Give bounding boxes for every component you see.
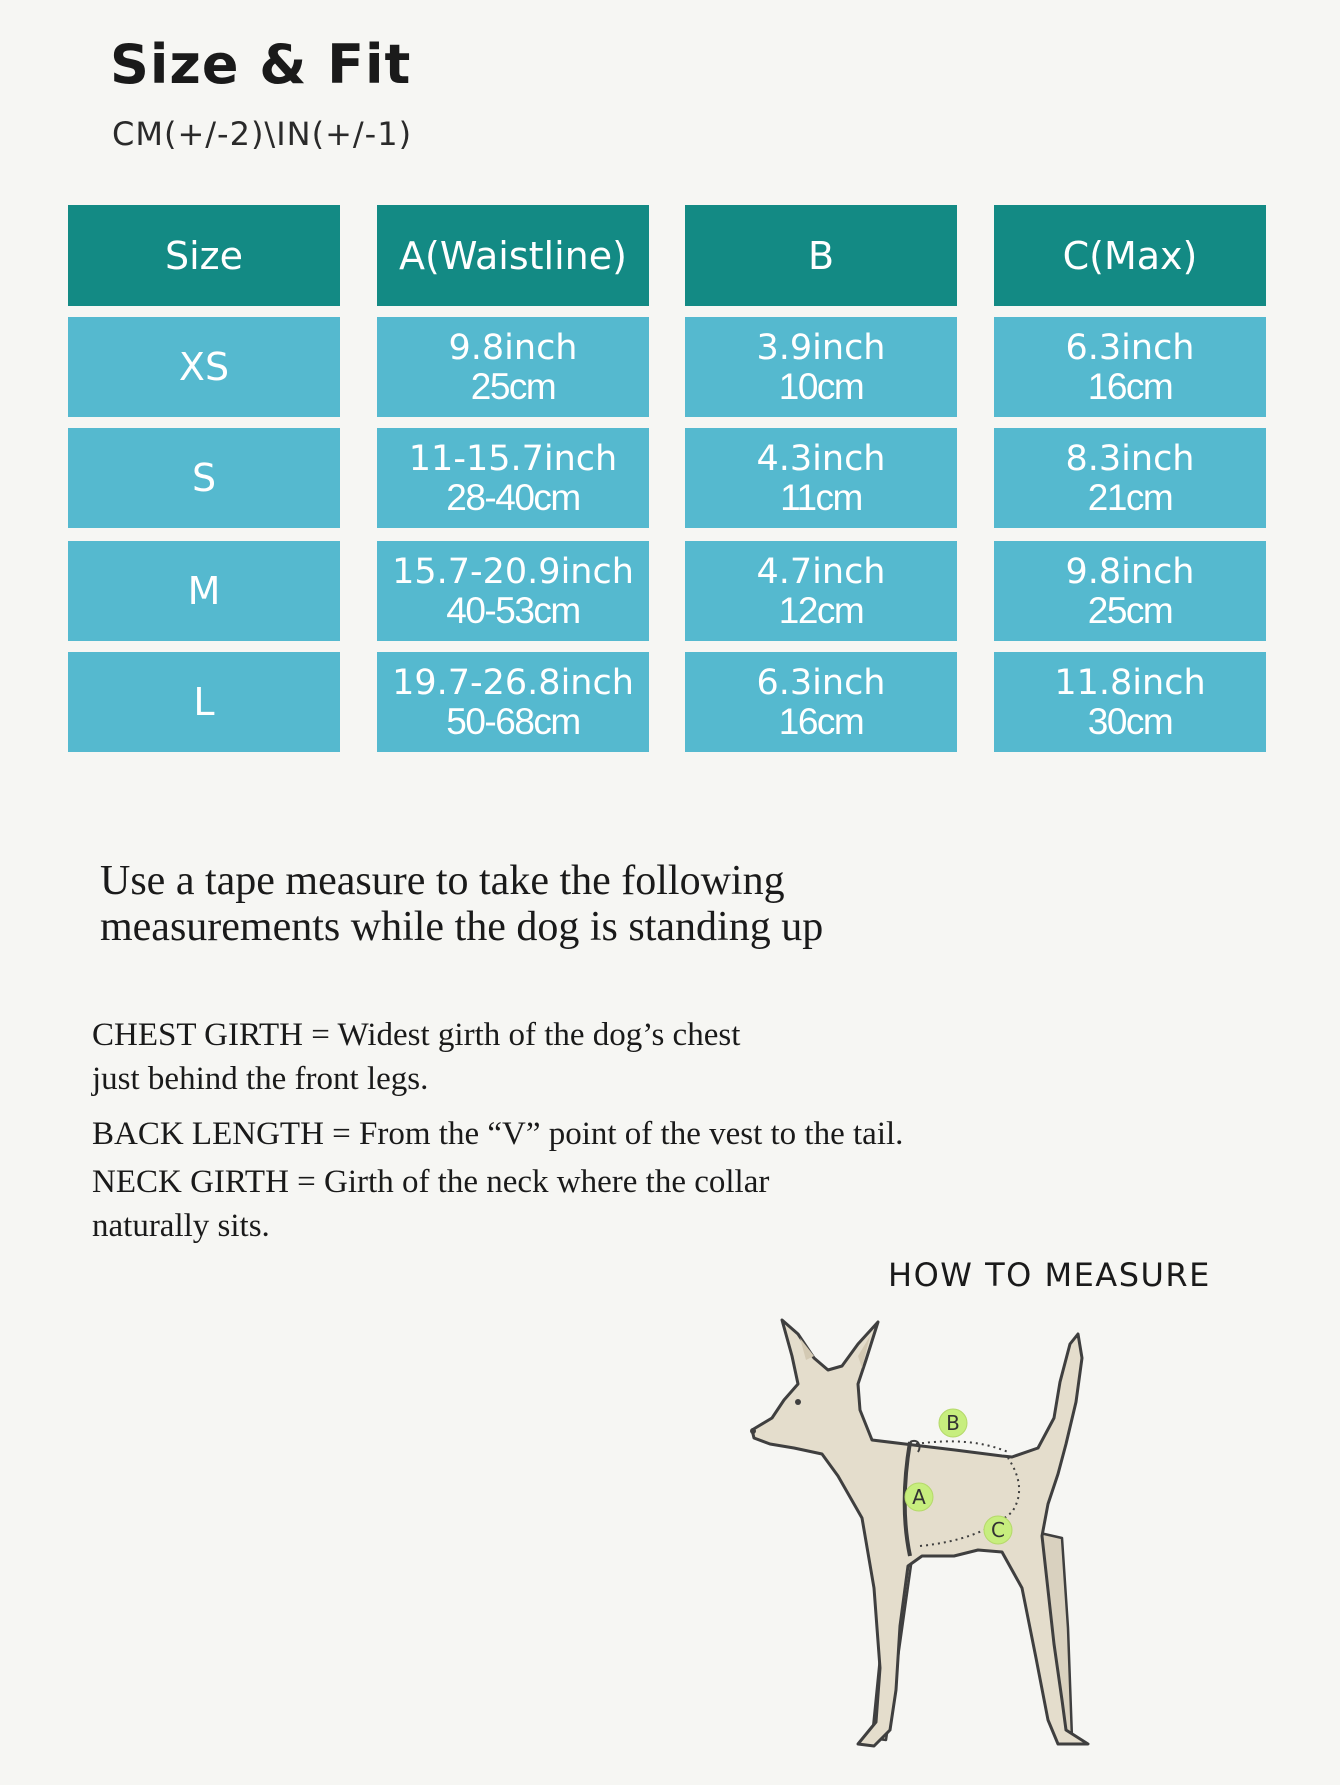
cell-cm: 40-53cm [446, 590, 580, 631]
cell-cm: 10cm [778, 366, 864, 407]
cell-inch: 6.3inch [756, 663, 886, 703]
table-row-size: M [68, 541, 340, 641]
measuring-instructions [100, 858, 823, 950]
table-cell-b [685, 428, 957, 528]
cell-cm: 25cm [1087, 590, 1173, 631]
dog-measure-diagram [740, 1298, 1210, 1768]
table-cell-c [994, 541, 1266, 641]
cell-cm: 28-40cm [446, 477, 580, 518]
cell-inch: 15.7-20.9inch [392, 552, 634, 592]
cell-inch: 11.8inch [1054, 663, 1206, 703]
how-to-measure-heading: HOW TO MEASURE [888, 1256, 1211, 1294]
table-row-size: L [68, 652, 340, 752]
table-cell-b [685, 317, 957, 417]
back-length-definition: BACK LENGTH = From the “V” point of the vest to the tail. [92, 1116, 904, 1152]
page-title: Size & Fit [110, 33, 412, 96]
cell-inch: 9.8inch [448, 328, 578, 368]
table-row-size: S [68, 428, 340, 528]
neck-girth-definition [92, 1160, 769, 1248]
chest-girth-definition [92, 1013, 740, 1101]
instructions-line-1: Use a tape measure to take the following [100, 858, 785, 904]
table-cell-b [685, 652, 957, 752]
cell-inch: 4.3inch [756, 439, 886, 479]
marker-b-label: B [946, 1411, 960, 1435]
tolerance-subtitle: CM(+/-2)\IN(+/-1) [112, 115, 413, 153]
table-cell-b [685, 541, 957, 641]
cell-cm: 11cm [780, 477, 862, 518]
table-cell-a [377, 428, 649, 528]
header-b: B [685, 205, 957, 306]
table-cell-a [377, 652, 649, 752]
table-cell-c [994, 428, 1266, 528]
header-size: Size [68, 205, 340, 306]
dog-illustration [750, 1320, 1088, 1746]
cell-cm: 16cm [778, 701, 864, 742]
cell-cm: 25cm [470, 366, 556, 407]
marker-c [984, 1516, 1012, 1544]
cell-cm: 12cm [778, 590, 864, 631]
cell-inch: 11-15.7inch [408, 439, 618, 479]
chest-girth-line-2: just behind the front legs. [92, 1061, 429, 1097]
table-cell-c [994, 317, 1266, 417]
cell-inch: 6.3inch [1065, 328, 1195, 368]
cell-inch: 8.3inch [1065, 439, 1195, 479]
cell-cm: 50-68cm [446, 701, 580, 742]
table-cell-c [994, 652, 1266, 752]
cell-cm: 16cm [1087, 366, 1173, 407]
cell-inch: 3.9inch [756, 328, 886, 368]
instructions-line-2: measurements while the dog is standing up [100, 904, 824, 950]
neck-girth-line-1: NECK GIRTH = Girth of the neck where the collar [92, 1164, 770, 1200]
chest-girth-line-1: CHEST GIRTH = Widest girth of the dog’s chest [92, 1017, 741, 1053]
table-row-size: XS [68, 317, 340, 417]
neck-girth-line-2: naturally sits. [92, 1208, 270, 1244]
cell-inch: 4.7inch [756, 552, 886, 592]
cell-inch: 9.8inch [1065, 552, 1195, 592]
cell-cm: 30cm [1087, 701, 1173, 742]
cell-cm: 21cm [1087, 477, 1173, 518]
marker-c-label: C [991, 1518, 1005, 1542]
marker-a [905, 1483, 933, 1511]
header-a-waistline: A(Waistline) [377, 205, 649, 306]
marker-b [939, 1409, 967, 1437]
marker-a-label: A [912, 1485, 926, 1509]
cell-inch: 19.7-26.8inch [392, 663, 634, 703]
table-cell-a [377, 541, 649, 641]
table-cell-a [377, 317, 649, 417]
header-c-max: C(Max) [994, 205, 1266, 306]
